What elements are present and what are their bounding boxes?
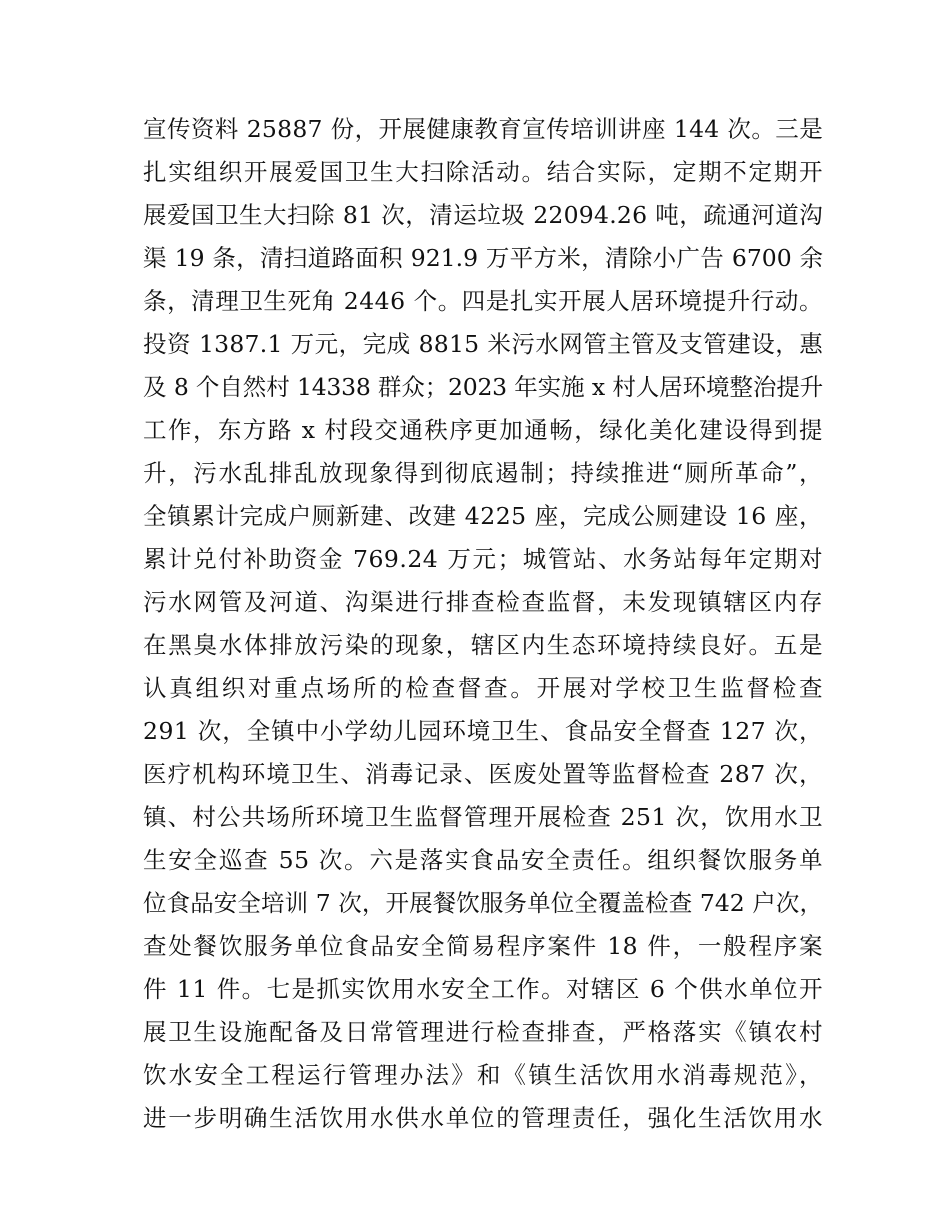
text-line: 饮水安全工程运行管理办法》和《镇生活饮用水消毒规范》， xyxy=(143,1061,823,1089)
text-line: 污水网管及河道、沟渠进行排查检查监督，未发现镇辖区内存 xyxy=(143,588,823,616)
text-line: 宣传资料 25887 份，开展健康教育宣传培训讲座 144 次。三是 xyxy=(143,115,823,143)
text-line: 投资 1387.1 万元，完成 8815 米污水网管主管及支管建设，惠 xyxy=(143,330,823,358)
text-line: 累计兑付补助资金 769.24 万元；城管站、水务站每年定期对 xyxy=(143,545,823,573)
text-line: 升，污水乱排乱放现象得到彻底遏制；持续推进“厕所革命”， xyxy=(143,459,823,487)
text-line: 镇、村公共场所环境卫生监督管理开展检查 251 次，饮用水卫 xyxy=(143,803,823,831)
text-line: 全镇累计完成户厕新建、改建 4225 座，完成公厕建设 16 座， xyxy=(143,502,823,530)
text-line: 认真组织对重点场所的检查督查。开展对学校卫生监督检查 xyxy=(143,674,823,702)
text-line: 件 11 件。七是抓实饮用水安全工作。对辖区 6 个供水单位开 xyxy=(143,975,823,1003)
text-line: 291 次，全镇中小学幼儿园环境卫生、食品安全督查 127 次， xyxy=(143,717,823,745)
text-line: 在黑臭水体排放污染的现象，辖区内生态环境持续良好。五是 xyxy=(143,631,823,659)
text-line: 位食品安全培训 7 次，开展餐饮服务单位全覆盖检查 742 户次， xyxy=(143,889,823,917)
text-line: 及 8 个自然村 14338 群众；2023 年实施 x 村人居环境整治提升 xyxy=(143,373,823,401)
text-line: 进一步明确生活饮用水供水单位的管理责任，强化生活饮用水 xyxy=(143,1104,823,1132)
text-line: 展爱国卫生大扫除 81 次，清运垃圾 22094.26 吨，疏通河道沟 xyxy=(143,201,823,229)
text-line: 查处餐饮服务单位食品安全简易程序案件 18 件，一般程序案 xyxy=(143,932,823,960)
text-line: 扎实组织开展爱国卫生大扫除活动。结合实际，定期不定期开 xyxy=(143,158,823,186)
text-line: 渠 19 条，清扫道路面积 921.9 万平方米，清除小广告 6700 余 xyxy=(143,244,823,272)
text-line: 工作，东方路 x 村段交通秩序更加通畅，绿化美化建设得到提 xyxy=(143,416,823,444)
text-line: 医疗机构环境卫生、消毒记录、医废处置等监督检查 287 次， xyxy=(143,760,823,788)
text-line: 条，清理卫生死角 2446 个。四是扎实开展人居环境提升行动。 xyxy=(143,287,823,315)
body-text xyxy=(143,108,823,1140)
text-line: 生安全巡查 55 次。六是落实食品安全责任。组织餐饮服务单 xyxy=(143,846,823,874)
text-line: 展卫生设施配备及日常管理进行检查排查，严格落实《镇农村 xyxy=(143,1018,823,1046)
